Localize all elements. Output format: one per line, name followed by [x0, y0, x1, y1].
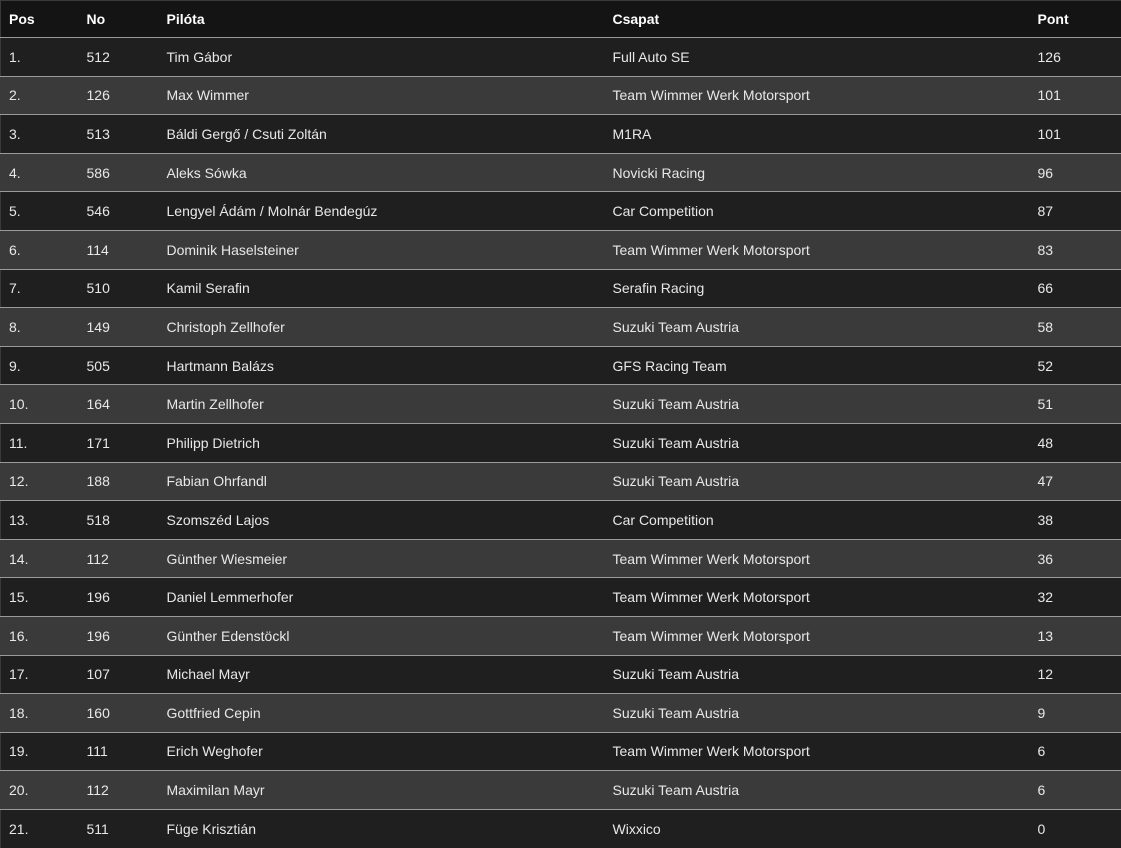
cell-position: 5. — [1, 192, 79, 231]
cell-pilot: Christoph Zellhofer — [159, 308, 605, 347]
cell-team: Suzuki Team Austria — [605, 771, 1030, 810]
cell-team: Suzuki Team Austria — [605, 462, 1030, 501]
column-header-no: No — [79, 1, 159, 38]
cell-pilot: Michael Mayr — [159, 655, 605, 694]
table-row — [1, 694, 1121, 733]
cell-team: Wixxico — [605, 809, 1030, 848]
cell-team: Full Auto SE — [605, 38, 1030, 77]
cell-team: Team Wimmer Werk Motorsport — [605, 76, 1030, 115]
cell-pilot: Philipp Dietrich — [159, 423, 605, 462]
cell-points: 6 — [1030, 732, 1121, 771]
table-row — [1, 771, 1121, 810]
table-row — [1, 501, 1121, 540]
table-row — [1, 346, 1121, 385]
cell-points: 6 — [1030, 771, 1121, 810]
cell-pilot: Dominik Haselsteiner — [159, 230, 605, 269]
cell-team: Team Wimmer Werk Motorsport — [605, 732, 1030, 771]
cell-number: 171 — [79, 423, 159, 462]
cell-team: Car Competition — [605, 501, 1030, 540]
column-header-team: Csapat — [605, 1, 1030, 38]
cell-number: 126 — [79, 76, 159, 115]
cell-pilot: Erich Weghofer — [159, 732, 605, 771]
cell-points: 66 — [1030, 269, 1121, 308]
cell-position: 11. — [1, 423, 79, 462]
cell-points: 0 — [1030, 809, 1121, 848]
cell-number: 510 — [79, 269, 159, 308]
column-header-pos: Pos — [1, 1, 79, 38]
cell-number: 512 — [79, 38, 159, 77]
cell-points: 47 — [1030, 462, 1121, 501]
cell-pilot: Báldi Gergő / Csuti Zoltán — [159, 115, 605, 154]
cell-team: Team Wimmer Werk Motorsport — [605, 616, 1030, 655]
cell-pilot: Tim Gábor — [159, 38, 605, 77]
cell-pilot: Aleks Sówka — [159, 153, 605, 192]
cell-position: 6. — [1, 230, 79, 269]
cell-points: 36 — [1030, 539, 1121, 578]
cell-position: 17. — [1, 655, 79, 694]
cell-team: Team Wimmer Werk Motorsport — [605, 578, 1030, 617]
cell-pilot: Max Wimmer — [159, 76, 605, 115]
cell-number: 112 — [79, 771, 159, 810]
table-header — [1, 1, 1121, 38]
cell-position: 13. — [1, 501, 79, 540]
cell-points: 83 — [1030, 230, 1121, 269]
cell-pilot: Günther Edenstöckl — [159, 616, 605, 655]
cell-number: 546 — [79, 192, 159, 231]
cell-number: 513 — [79, 115, 159, 154]
header-row — [1, 1, 1121, 38]
cell-points: 58 — [1030, 308, 1121, 347]
cell-team: Team Wimmer Werk Motorsport — [605, 539, 1030, 578]
table-row — [1, 115, 1121, 154]
cell-pilot: Lengyel Ádám / Molnár Bendegúz — [159, 192, 605, 231]
cell-pilot: Martin Zellhofer — [159, 385, 605, 424]
table-row — [1, 385, 1121, 424]
table-body — [1, 38, 1121, 848]
cell-team: Suzuki Team Austria — [605, 385, 1030, 424]
cell-number: 112 — [79, 539, 159, 578]
cell-position: 9. — [1, 346, 79, 385]
table-row — [1, 539, 1121, 578]
cell-team: Suzuki Team Austria — [605, 694, 1030, 733]
cell-points: 51 — [1030, 385, 1121, 424]
table-row — [1, 732, 1121, 771]
cell-number: 518 — [79, 501, 159, 540]
cell-position: 3. — [1, 115, 79, 154]
table-row — [1, 616, 1121, 655]
cell-pilot: Szomszéd Lajos — [159, 501, 605, 540]
cell-pilot: Fabian Ohrfandl — [159, 462, 605, 501]
column-header-points: Pont — [1030, 1, 1121, 38]
cell-pilot: Füge Krisztián — [159, 809, 605, 848]
cell-position: 19. — [1, 732, 79, 771]
cell-number: 114 — [79, 230, 159, 269]
cell-pilot: Gottfried Cepin — [159, 694, 605, 733]
cell-position: 18. — [1, 694, 79, 733]
cell-position: 16. — [1, 616, 79, 655]
column-header-pilot: Pilóta — [159, 1, 605, 38]
cell-position: 21. — [1, 809, 79, 848]
cell-points: 38 — [1030, 501, 1121, 540]
cell-points: 101 — [1030, 115, 1121, 154]
cell-pilot: Maximilan Mayr — [159, 771, 605, 810]
cell-number: 196 — [79, 616, 159, 655]
cell-number: 188 — [79, 462, 159, 501]
table-row — [1, 423, 1121, 462]
cell-position: 7. — [1, 269, 79, 308]
table-row — [1, 655, 1121, 694]
cell-pilot: Daniel Lemmerhofer — [159, 578, 605, 617]
cell-points: 52 — [1030, 346, 1121, 385]
cell-points: 32 — [1030, 578, 1121, 617]
cell-number: 160 — [79, 694, 159, 733]
cell-number: 107 — [79, 655, 159, 694]
cell-position: 2. — [1, 76, 79, 115]
cell-team: Suzuki Team Austria — [605, 423, 1030, 462]
cell-team: Novicki Racing — [605, 153, 1030, 192]
cell-position: 4. — [1, 153, 79, 192]
cell-pilot: Günther Wiesmeier — [159, 539, 605, 578]
cell-team: Team Wimmer Werk Motorsport — [605, 230, 1030, 269]
cell-position: 12. — [1, 462, 79, 501]
cell-number: 196 — [79, 578, 159, 617]
table-row — [1, 269, 1121, 308]
cell-number: 164 — [79, 385, 159, 424]
table-row — [1, 230, 1121, 269]
cell-position: 14. — [1, 539, 79, 578]
cell-team: Serafin Racing — [605, 269, 1030, 308]
table-row — [1, 153, 1121, 192]
cell-points: 13 — [1030, 616, 1121, 655]
cell-pilot: Kamil Serafin — [159, 269, 605, 308]
cell-team: GFS Racing Team — [605, 346, 1030, 385]
cell-team: M1RA — [605, 115, 1030, 154]
cell-points: 48 — [1030, 423, 1121, 462]
table-row — [1, 462, 1121, 501]
cell-position: 8. — [1, 308, 79, 347]
cell-points: 87 — [1030, 192, 1121, 231]
cell-number: 511 — [79, 809, 159, 848]
cell-position: 20. — [1, 771, 79, 810]
cell-number: 111 — [79, 732, 159, 771]
cell-pilot: Hartmann Balázs — [159, 346, 605, 385]
cell-points: 9 — [1030, 694, 1121, 733]
table-row — [1, 578, 1121, 617]
cell-position: 15. — [1, 578, 79, 617]
cell-position: 10. — [1, 385, 79, 424]
cell-number: 586 — [79, 153, 159, 192]
cell-points: 101 — [1030, 76, 1121, 115]
table-row — [1, 76, 1121, 115]
cell-number: 149 — [79, 308, 159, 347]
cell-team: Suzuki Team Austria — [605, 308, 1030, 347]
cell-team: Car Competition — [605, 192, 1030, 231]
cell-points: 126 — [1030, 38, 1121, 77]
cell-number: 505 — [79, 346, 159, 385]
cell-points: 12 — [1030, 655, 1121, 694]
table-row — [1, 192, 1121, 231]
table-row — [1, 308, 1121, 347]
table-row — [1, 809, 1121, 848]
cell-points: 96 — [1030, 153, 1121, 192]
table-row — [1, 38, 1121, 77]
cell-position: 1. — [1, 38, 79, 77]
cell-team: Suzuki Team Austria — [605, 655, 1030, 694]
